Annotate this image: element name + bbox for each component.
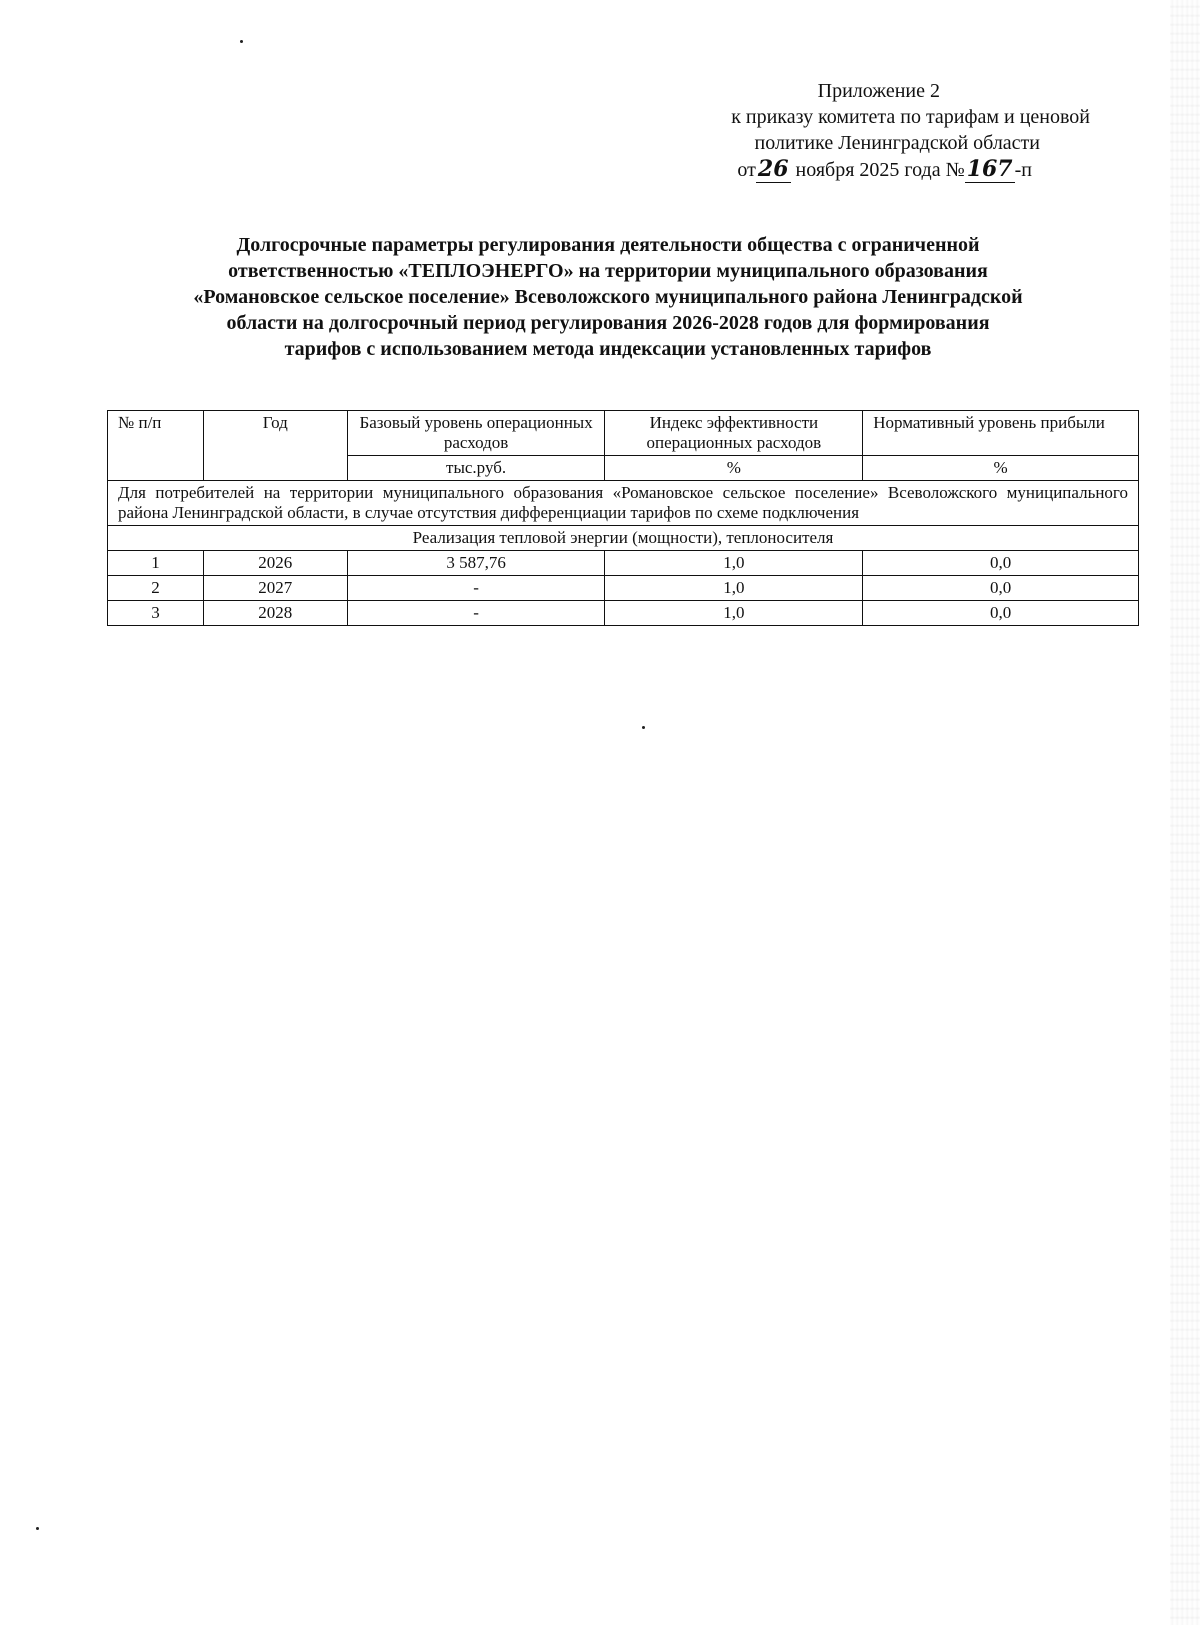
- cell-profit-level: 0,0: [863, 576, 1139, 601]
- scan-speck: [240, 40, 243, 43]
- cell-base-costs: -: [347, 576, 605, 601]
- handwritten-order-number: 167: [966, 156, 1013, 182]
- cell-num: 2: [108, 576, 204, 601]
- section-note: Для потребителей на территории муниципального образования «Романовское сельское поселение» Всеволожского муниципального района Ленинградской области, в случае отсутствия дифференциации тарифов по схеме подключения: [108, 481, 1139, 526]
- title-line: тарифов с использованием метода индексации установленных тарифов: [284, 338, 932, 360]
- title-line: ответственностью «ТЕПЛОЭНЕРГО» на территории муниципального образования: [228, 260, 988, 282]
- table-row: [108, 601, 1139, 626]
- unit-profit-level: %: [863, 456, 1139, 481]
- table-row: [108, 576, 1139, 601]
- cell-efficiency-index: 1,0: [605, 601, 863, 626]
- parameters-table: [107, 410, 1139, 626]
- cell-efficiency-index: 1,0: [605, 576, 863, 601]
- table-section-row: [108, 481, 1139, 526]
- table-header-row: [108, 411, 1139, 456]
- date-prefix: от: [737, 159, 756, 181]
- cell-efficiency-index: 1,0: [605, 551, 863, 576]
- cell-num: 3: [108, 601, 204, 626]
- header-base-costs: Базовый уровень операционных расходов: [347, 411, 605, 456]
- scan-speck: [36, 1527, 39, 1530]
- unit-efficiency-index: %: [605, 456, 863, 481]
- appendix-committee-line: политике Ленинградской области: [754, 132, 1040, 154]
- appendix-number: Приложение 2: [817, 80, 940, 102]
- unit-base-costs: тыс.руб.: [347, 456, 605, 481]
- table-row: [108, 551, 1139, 576]
- header-num: № п/п: [108, 411, 204, 481]
- header-year: Год: [203, 411, 347, 481]
- handwritten-day: 26: [757, 156, 789, 182]
- cell-year: 2026: [203, 551, 347, 576]
- title-line: области на долгосрочный период регулирования 2026-2028 годов для формирования: [226, 312, 990, 334]
- order-suffix: -п: [1014, 159, 1032, 181]
- appendix-block: [620, 78, 1090, 183]
- header-efficiency-index: Индекс эффективности операционных расходов: [605, 411, 863, 456]
- cell-year: 2027: [203, 576, 347, 601]
- cell-profit-level: 0,0: [863, 551, 1139, 576]
- table-subsection-row: [108, 526, 1139, 551]
- scan-speck: [642, 726, 645, 729]
- document-title: [108, 232, 1108, 362]
- title-line: «Романовское сельское поселение» Всеволожского муниципального района Ленинградской: [193, 286, 1023, 308]
- cell-base-costs: 3 587,76: [347, 551, 605, 576]
- scan-edge-noise: [1170, 0, 1200, 1625]
- appendix-date-line: [620, 156, 1090, 183]
- cell-profit-level: 0,0: [863, 601, 1139, 626]
- cell-year: 2028: [203, 601, 347, 626]
- appendix-order-line: к приказу комитета по тарифам и ценовой: [731, 106, 1090, 128]
- title-line: Долгосрочные параметры регулирования деятельности общества с ограниченной: [236, 234, 980, 256]
- header-profit-level: Нормативный уровень прибыли: [863, 411, 1139, 456]
- date-middle: ноября 2025 года №: [795, 159, 965, 181]
- subsection-title: Реализация тепловой энергии (мощности), теплоносителя: [108, 526, 1139, 551]
- cell-num: 1: [108, 551, 204, 576]
- cell-base-costs: -: [347, 601, 605, 626]
